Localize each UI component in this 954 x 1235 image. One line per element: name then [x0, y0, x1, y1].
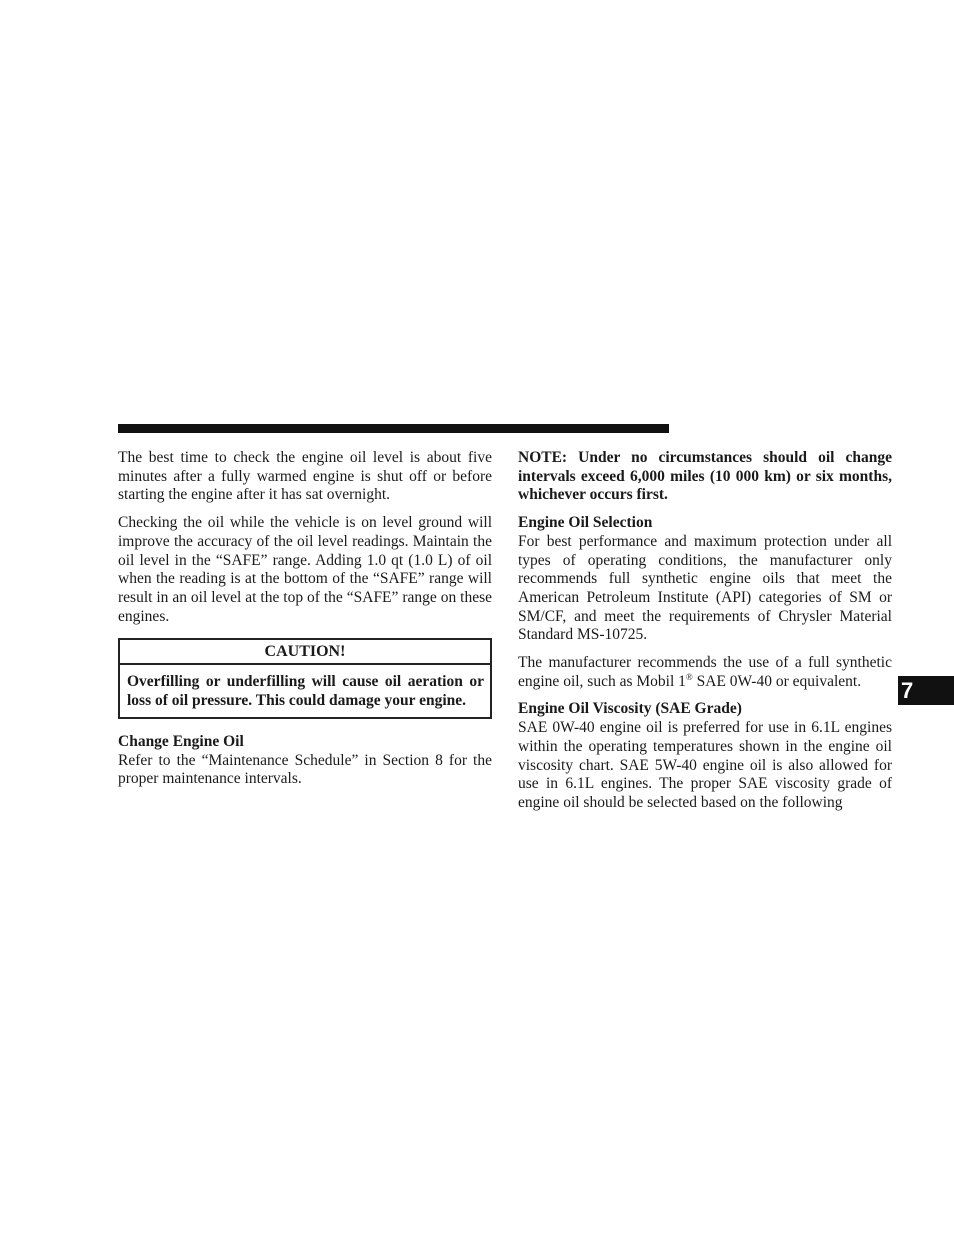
paragraph-change-engine-oil: Refer to the “Maintenance Schedule” in Section 8 for the proper maintenance intervals.: [118, 751, 492, 788]
note-oil-change-interval: NOTE: Under no circumstances should oil change intervals exceed 6,000 miles (10 000 km) or six months, whichever occurs first.: [518, 449, 892, 504]
section-tab: 7: [898, 676, 954, 705]
caution-title: CAUTION!: [120, 640, 490, 665]
recommend-text-before: The manufacturer recommends the use of a full synthetic engine oil, such as Mobil 1: [518, 654, 892, 690]
paragraph-manufacturer-recommends: [518, 654, 892, 691]
left-column: [118, 449, 492, 798]
heading-engine-oil-viscosity: Engine Oil Viscosity (SAE Grade): [518, 700, 742, 718]
paragraph-best-time: The best time to check the engine oil level is about five minutes after a fully warmed engine is shut off or before starting the engine after it has sat overnight.: [118, 449, 492, 504]
heading-engine-oil-selection: Engine Oil Selection: [518, 514, 653, 532]
right-column: [518, 449, 892, 822]
paragraph-level-ground: Checking the oil while the vehicle is on level ground will improve the accuracy of the oil level readings. Maintain the oil level in the “SAFE” range. Adding 1.0 qt (1.0 L) of oil when the reading is at the bottom of the “SAFE” range will result in an oil level at the top of the “SAFE” range on these engines.: [118, 514, 492, 625]
heading-change-engine-oil: Change Engine Oil: [118, 733, 244, 751]
registered-mark: ®: [685, 671, 693, 682]
recommend-text-after: SAE 0W-40 or equivalent.: [692, 672, 862, 690]
caution-box: [118, 638, 492, 719]
paragraph-engine-oil-selection: For best performance and maximum protection under all types of operating conditions, the manufacturer only recommends full synthetic engine oils that meet the American Petroleum Institute (API) categories of SM or SM/CF, and meet the requirements of Chrysler Material Standard MS-10725.: [518, 532, 892, 644]
header-rule: [118, 424, 669, 433]
paragraph-engine-oil-viscosity: SAE 0W-40 engine oil is preferred for use in 6.1L engines within the operating temperatures shown in the engine oil viscosity chart. SAE 5W-40 engine oil is also allowed for use in 6.1L engines. The proper SAE viscosity grade of engine oil should be selected based on the following: [518, 719, 892, 811]
caution-text: Overfilling or underfilling will cause oil aeration or loss of oil pressure. This could damage your engine.: [127, 673, 484, 710]
